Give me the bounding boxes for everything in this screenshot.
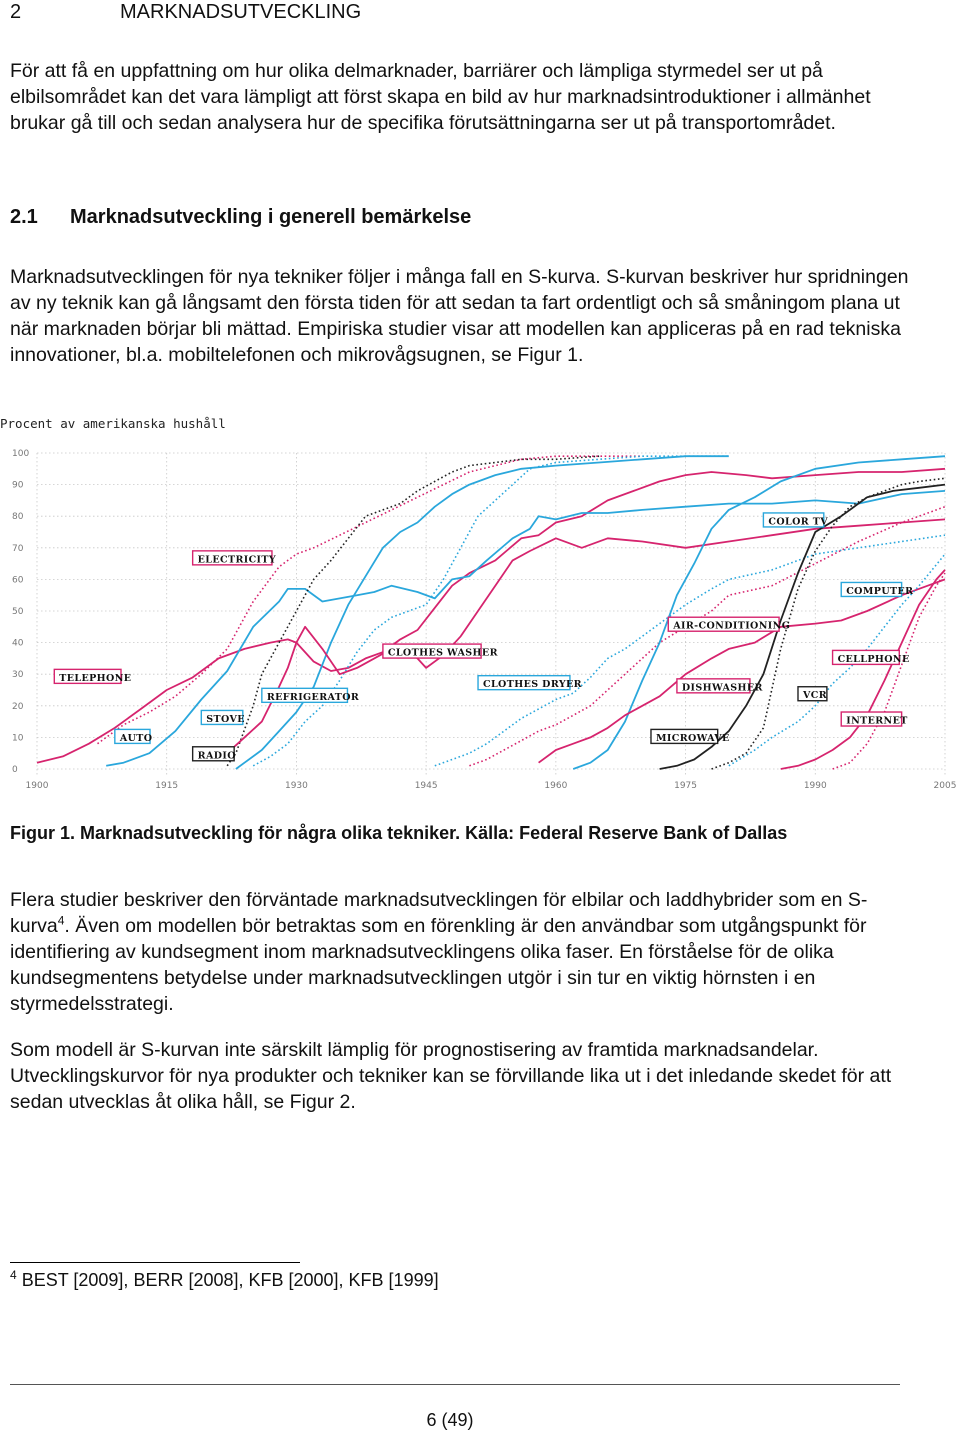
series-label-clothes-dryer: CLOTHES DRYER <box>483 679 582 691</box>
series-cellphone <box>781 570 945 769</box>
paragraph-ev-studies-text-a: Flera studier beskriver den förväntade marknadsutvecklingen för elbilar och laddhybrider som en S-kurva <box>10 889 868 937</box>
footnote-mark: 4 <box>10 1268 17 1282</box>
series-clothes-washer <box>227 519 945 753</box>
series-label-internet: INTERNET <box>846 715 908 727</box>
series-label-radio: RADIO <box>197 750 236 762</box>
series-label-cellphone: CELLPHONE <box>837 653 910 665</box>
y-tick-label: 0 <box>12 765 18 775</box>
x-tick-label: 1990 <box>803 781 827 791</box>
series-label-microwave: MICROWAVE <box>655 732 730 744</box>
x-tick-label: 1930 <box>284 781 308 791</box>
footnote-text: BEST [2009], BERR [2008], KFB [2000], KFB [1999] <box>21 1270 439 1290</box>
paragraph-ev-studies-text-b: . Även om modellen bör betraktas som en förenkling är den användbar som utgångspunkt för identifiering av kundsegment inom marknadsutvecklingens olika faser. En förståelse för de olika kundsegmentens betydelse under marknadsutvecklingen utgör i sin tur en viktig hörnsten i en styrmedelsstrategi. <box>10 915 867 1015</box>
subsection-heading <box>10 206 471 229</box>
y-tick-label: 90 <box>12 480 24 491</box>
x-tick-label: 1900 <box>25 781 49 791</box>
series-label-electricity: ELECTRICITY <box>197 554 277 566</box>
y-tick-label: 10 <box>12 733 24 744</box>
figure-y-axis-title: Procent av amerikanska hushåll <box>0 416 226 431</box>
series-label-refrigerator: REFRIGERATOR <box>266 691 360 703</box>
series-label-auto: AUTO <box>119 732 153 744</box>
subsection-number: 2.1 <box>10 206 38 228</box>
subsection-title: Marknadsutveckling i generell bemärkelse <box>70 206 472 228</box>
y-tick-label: 80 <box>12 512 24 523</box>
section-heading <box>10 0 361 24</box>
x-tick-label: 1960 <box>544 781 568 791</box>
series-label-telephone: TELEPHONE <box>59 672 132 684</box>
series-dishwasher <box>539 579 945 762</box>
section-title: MARKNADSUTVECKLING <box>120 1 362 23</box>
series-label-clothes-washer: CLOTHES WASHER <box>387 647 498 659</box>
footnote-divider <box>10 1262 300 1263</box>
series-electricity <box>98 456 643 744</box>
series-stove <box>236 456 729 769</box>
series-label-color-tv: COLOR TV <box>768 516 829 528</box>
series-label-air-conditioning: AIR-CONDITIONING <box>673 620 791 632</box>
y-tick-label: 50 <box>12 607 24 617</box>
x-tick-label: 1945 <box>414 781 438 791</box>
y-tick-label: 20 <box>12 701 24 712</box>
series-label-vcr: VCR <box>802 690 828 702</box>
x-tick-label: 1915 <box>155 781 179 791</box>
y-tick-label: 100 <box>12 449 30 459</box>
y-tick-label: 30 <box>12 670 24 681</box>
intro-paragraph: För att få en uppfattning om hur olika delmarknader, barriärer och lämpliga styrmedel ser ut på elbilsområdet kan det vara lämpligt att först skapa en bild av hur marknadsintroduktioner i allmänhet brukar gå till och sedan analysera hur de specifika förutsättningarna ser ut på transportområdet. <box>10 60 871 134</box>
y-tick-label: 40 <box>12 638 24 649</box>
series-label-stove: STOVE <box>206 713 245 725</box>
series-label-computer: COMPUTER <box>846 585 914 597</box>
adoption-chart <box>0 440 960 800</box>
y-tick-label: 70 <box>12 543 24 554</box>
y-tick-label: 60 <box>12 575 24 586</box>
x-tick-label: 2005 <box>933 781 957 791</box>
paragraph-ev-studies <box>10 887 910 1017</box>
page-footer-divider <box>10 1384 900 1385</box>
footnote <box>10 1270 439 1291</box>
footnote-ref: 4 <box>57 913 65 928</box>
paragraph-s-curve: Marknadsutvecklingen för nya tekniker följer i många fall en S-kurva. S-kurvan beskriver hur spridningen av ny teknik kan gå långsamt den första tiden för att sedan ta fart ordentligt och så småningom plana ut när marknaden börjar bli mättad. Empiriska studier visar att modellen kan appliceras på en rad tekniska innovationer, bl.a. mobiltelefonen och mikrovågsugnen, se Figur 1. <box>10 266 909 366</box>
section-number: 2 <box>10 1 22 23</box>
page-number: 6 (49) <box>426 1410 474 1430</box>
x-tick-label: 1975 <box>674 781 698 791</box>
paragraph-s-curve-forecast: Som modell är S-kurvan inte särskilt lämplig för prognostisering av framtida marknadsandelar. Utvecklingskurvor för nya produkter och tekniker kan se förvillande lika ut i det inledande skedet för att sedan utvecklas åt olika håll, se Figur 2. <box>10 1039 892 1113</box>
series-label-dishwasher: DISHWASHER <box>681 682 763 694</box>
figure-caption: Figur 1. Marknadsutveckling för några olika tekniker. Källa: Federal Reserve Bank of Dallas <box>10 823 788 843</box>
